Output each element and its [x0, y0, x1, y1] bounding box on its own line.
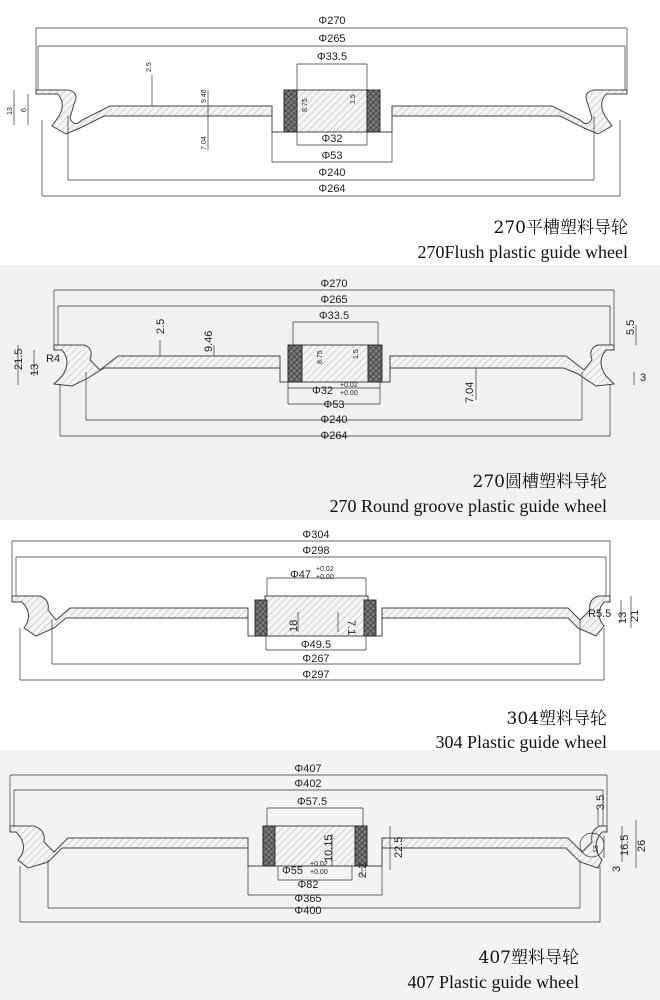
wheel-3-dim-hub: Φ49.5 [300, 639, 332, 651]
wheel-2-dim-2.5: 2.5 [155, 318, 167, 334]
wheel-2-hub-left [288, 345, 302, 382]
wheel-1-dim-groove: Φ264 [318, 183, 346, 195]
wheel-3-dim-18: 18 [288, 619, 300, 632]
wheel-3-dim-7.1: 7.1 [345, 620, 357, 636]
wheel-1-dim-web: Φ240 [318, 167, 346, 179]
wheel-4-hub-right [355, 826, 367, 866]
wheel-3-hub-left [255, 600, 267, 636]
wheel-1-dim-7.04: 7.04 [201, 136, 208, 150]
wheel-4-dim-10.15: 10.15 [323, 834, 335, 862]
wheel-4-hub-left [263, 826, 275, 866]
wheel-2-dim-7.04: 7.04 [464, 381, 476, 403]
wheel-1-section [36, 90, 627, 134]
wheel-2-tol-up: +0.02 [340, 382, 358, 389]
wheel-4-dim-26: 26 [636, 839, 648, 852]
wheel-3-dim-bore: Φ47 [290, 569, 312, 581]
wheel-4-dim-16.5: 16.5 [619, 834, 631, 856]
wheel-4-dim-groove: Φ400 [294, 905, 322, 917]
wheel-4-dim-3.5: 3.5 [595, 794, 607, 810]
wheel-2-hub-right [368, 345, 382, 382]
wheel-2-tol-lo: +0.00 [340, 390, 358, 397]
wheel-2-dim-groove: Φ264 [320, 430, 348, 442]
wheel-3-dim-rim: Φ298 [302, 545, 330, 557]
wheel-1-hub-right [367, 90, 380, 132]
wheel-2-dim-21.5: 21.5 [13, 348, 25, 370]
wheel-4-dim-2.2: 2.2 [357, 862, 369, 878]
wheel-3-dim-13: 13 [617, 611, 629, 624]
wheel-4-dim-web: Φ365 [294, 893, 322, 905]
wheel-2-title-cn: 270圆槽塑料导轮 [472, 472, 607, 492]
wheel-1-dim-bore: Φ32 [321, 133, 343, 145]
wheel-3-tol-lo: +0.00 [316, 574, 334, 581]
wheel-2-dim-5.5: 5.5 [625, 319, 637, 335]
wheel-1-dim-13: 13 [7, 107, 14, 115]
wheel-3-dim-21: 21 [629, 609, 641, 622]
wheel-1-title-cn: 270平槽塑料导轮 [493, 218, 628, 238]
wheel-3-title-cn: 304塑料导轮 [506, 709, 607, 729]
wheel-1-dim-6: 6 [21, 108, 28, 112]
wheel-3-dim-r5.5: R5.5 [588, 608, 612, 620]
wheel-4-dim-13: 13 [593, 845, 600, 853]
wheel-1-dim-hub: Φ53 [321, 150, 343, 162]
wheel-1-hub-left [284, 90, 297, 132]
wheel-2-dim-web: Φ240 [320, 414, 348, 426]
wheel-2-dim-rim: Φ265 [320, 294, 348, 306]
wheel-1-dim-1.5: 1.5 [350, 94, 357, 104]
wheel-4-dim-3: 3 [611, 865, 623, 872]
wheel-4-dim-outer: Φ407 [294, 763, 322, 775]
wheel-1-title-en: 270Flush plastic guide wheel [417, 242, 628, 262]
wheel-1-dim-bore-top: Φ33.5 [316, 51, 348, 63]
wheel-4-title-cn: 407塑料导轮 [478, 948, 579, 968]
wheel-2-title-en: 270 Round groove plastic guide wheel [329, 496, 607, 516]
wheel-1-dim-2.5: 2.5 [146, 62, 153, 72]
wheel-4-dim-22.5: 22.5 [393, 836, 405, 858]
wheel-3-dim-outer: Φ304 [302, 529, 330, 541]
wheel-3-title-en: 304 Plastic guide wheel [435, 732, 607, 752]
wheel-3-tol-up: +0.02 [316, 566, 334, 573]
wheel-1-dim-9.46: 9.46 [201, 89, 208, 103]
wheel-4-dim-hub: Φ82 [297, 879, 319, 891]
wheel-3-dim-groove: Φ297 [302, 669, 330, 681]
wheel-2-dim-9.46: 9.46 [203, 330, 215, 352]
wheel-4-title-en: 407 Plastic guide wheel [407, 972, 579, 992]
wheel-2-dim-8.75: 8.75 [317, 350, 324, 364]
wheel-4-dim-bore: Φ55 [282, 865, 304, 877]
wheel-1-dim-8.75: 8.75 [302, 98, 309, 112]
wheel-3-hub-right [364, 600, 376, 636]
wheel-4-dim-bore-top: Φ57.5 [296, 796, 328, 808]
wheel-2-dim-r4: R4 [46, 353, 61, 365]
wheel-2-dim-3: 3 [640, 372, 647, 384]
wheel-2-dim-13: 13 [29, 363, 41, 376]
wheel-4-dim-rim: Φ402 [294, 778, 322, 790]
wheel-2-dim-outer: Φ270 [320, 278, 348, 290]
wheel-2-dim-1.5: 1.5 [353, 349, 360, 359]
wheel-2-dim-bore: Φ32 [312, 385, 334, 397]
wheel-3-dim-web: Φ267 [302, 653, 330, 665]
wheel-2-dim-hub: Φ53 [323, 399, 345, 411]
wheel-1-dim-outer: Φ270 [318, 15, 346, 27]
wheel-2-dim-bore-top: Φ33.5 [318, 310, 350, 322]
wheel-4-tol-up: +0.02 [310, 861, 328, 868]
wheel-4-tol-lo: +0.00 [310, 869, 328, 876]
wheel-1-dim-rim: Φ265 [318, 33, 346, 45]
